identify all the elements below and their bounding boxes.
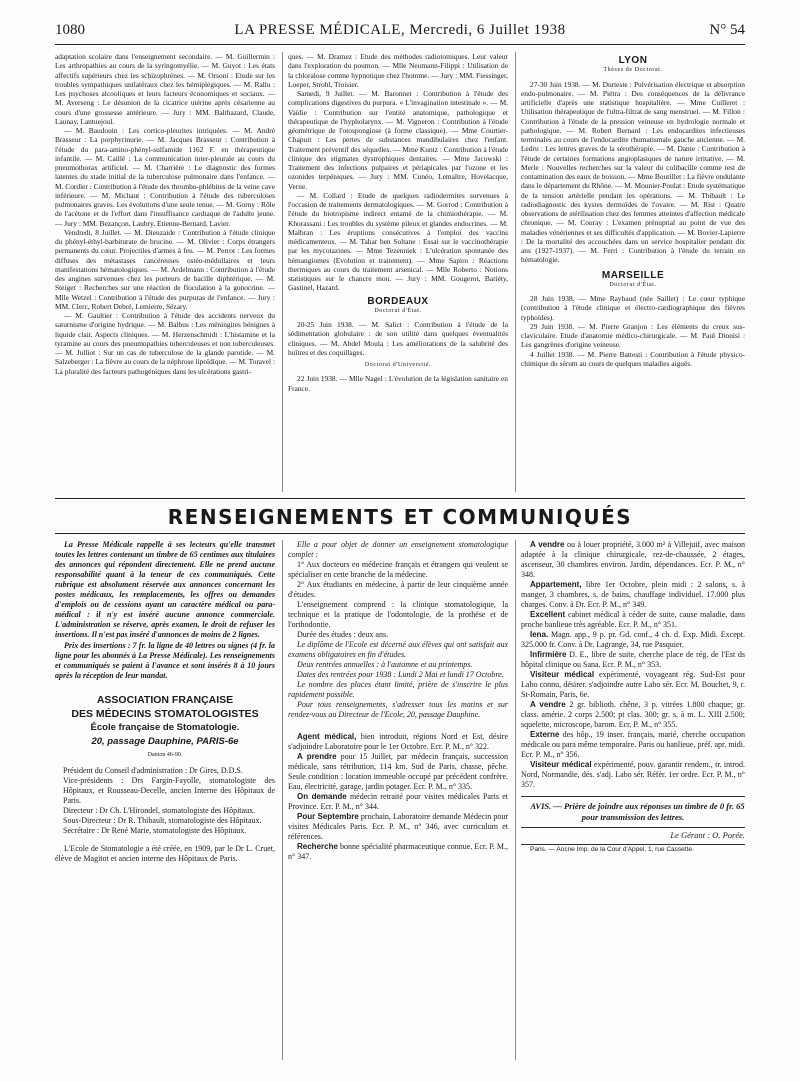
degree-subheading: Doctorat d'Université. [364, 362, 432, 368]
school-info: 2° Aux étudiants en médecine, à partir de leur cinquième année d'études. [288, 580, 508, 599]
header-rule [55, 44, 745, 45]
gerant-signature: Le Gérant : O. Porée. [670, 830, 745, 840]
officer-entry: Vice-présidents : Drs Fargin-Fayolle, stomatologiste des Hôpitaux, et Rousseau-Decelle, ancien Interne des Hôpitaux de Paris. [63, 776, 275, 805]
classified-ad: A prendre pour 15 Juillet, par médecin français, succession médicale, sans rétribution, 114 km. Sud de Paris, chasse, pêche. Seule condition : location immeuble occupé par précédent confrère. Eau, électricité, garage, jardin potager. Ecr. P. M., n° 335. [288, 752, 508, 791]
thesis-paragraph: 29 Juin 1938. — M. Pierre Granjon : Les éléments du creux sus-claviculaire. Etude d'anatomie médico-chirurgicale. — M. Paul Dionisi : Les gangrènes d'origine veineuse. [521, 321, 745, 350]
classified-ad: Excellent cabinet médical à céder de suite, cause maladie, dans proche banlieue très agréable. Ecr. P. M., n° 351. [521, 610, 745, 629]
school-history: L'Ecole de Stomatologie a été créée, en 1909, par le Dr L. Cruet, élève de Magitot et ancien interne des Hôpitaux de Paris. [55, 844, 275, 863]
theses-column-2 [288, 52, 508, 492]
officer-entry: Directeur : Dr Ch. L'Hirondel, stomatologiste des Hôpitaux. [63, 806, 256, 815]
city-heading-marseille: MARSEILLE [601, 269, 665, 281]
classified-ad: Infirmière D. E., libre de suite, cherche place de rég. de l'Est ds hôpital clinique ou Sana. Ecr. P. M., n° 353. [521, 650, 745, 669]
school-address: 20, passage Dauphine, PARIS-6e [91, 736, 239, 747]
thesis-paragraph: Samedi, 9 Juillet. — M. Baronnet : Contribution à l'étude des complications digestives du purpura. « L'invagination intestinale ». — M. Vaïdie : Contribution sur l'entité anatomique, pathologique et thérapeutique de l'hypholarynx. — M. Vigneron : Contribution à l'étude géométrique de l'otospongiose (à forme classique). — Mme Courtier-Chapuit : Les pertes de substances mandibulaires chez l'enfant. Traitement préventif des séquelles. — Mme Kuntz : Contribution à l'étude clinique des stigmates dystrophiques dentaires. — Mme Jacowski : Traitement des infections pulpaires et périapicales par l'ozone et les ozonides terpéniques. — Jury : MM. Cunéo, Lemaître, Hovelacque, Verne. [288, 89, 508, 191]
classified-ad: On demande médecin retraité pour visites médicales Paris et Province. Ecr. P. M., n° 344. [288, 792, 508, 811]
thesis-paragraph: 22 Juin 1938. — Mlle Nagel : L'évolution de la législation sanitaire en France. [288, 374, 508, 393]
notice-column [55, 540, 275, 1070]
classified-ad: Recherche bonne spécialité pharmaceutique connue. Ecr. P. M., n° 347. [288, 842, 508, 861]
classified-ad: Pour Septembre prochain, Laboratoire demande Médecin pour visites Médicales Paris. Ecr. P. M., n° 346, avec curriculum et références. [288, 812, 508, 841]
officer-entry: Secrétaire : Dr René Marie, stomatologiste des Hôpitaux. [63, 826, 247, 835]
page-header [55, 22, 745, 42]
school-info: 1° Aux docteurs en médecine français et étrangers qui veulent se spécialiser en cette branche de la médecine. [288, 560, 508, 579]
school-info: Deux rentrées annuelles : à l'automne et au printemps. [297, 660, 473, 669]
classified-ad: A vendre 2 gr. biblioth. chêne, 3 p. vitrées 1.800 chaque; gr. class. amérie. 2 corps 2.500; pt clas. 300; gr. s. à m. L. XIII 2.500; squelette, microscope, barom. Ecr. P. M., n° 355. [521, 700, 745, 729]
school-name: École française de Stomatologie. [90, 722, 240, 733]
thesis-paragraph: 4 Juillet 1938. — M. Pierre Battesti : Contribution à l'étude physico-chimique du sérum au cours de quelques maladies aiguës. [521, 349, 745, 368]
thesis-paragraph: 20-25 Juin 1938. — M. Salict : Contribution à l'étude de la sédimentation globulaire : de son utilité dans quelques éventualités cliniques. — M. Abdel Moula : Les améliorations de la salubrité des huîtres et des coquillages. [288, 320, 508, 357]
classified-ad: Agent médical, bien introduit, régions Nord et Est, désire s'adjoindre Laboratoire pour le 1er Octobre. Ecr. P. M., n° 322. [288, 732, 508, 751]
classified-ad: Visiteur médical expérimenté, pouv. garantir rendem., tr. introd. Nord, Normandie, dés. s'adj. Labo sér. Référ. 1er ordre. Ecr. P. M., n° 357. [521, 760, 745, 789]
school-and-ads-column [288, 540, 508, 1070]
classified-ad: Iena. Magn. app., 9 p. pr. Gd. conf., 4 ch. d. Exp. Midi. Except. 325.000 fr. Conv. à Dr. Lagrange, 34, rue Pasquier. [521, 630, 745, 649]
school-info: Pour tous renseignements, s'adresser tous les matins et sur rendez-vous au Directeur de l'Ecole, 20, passage Dauphine. [288, 700, 508, 719]
city-heading-bordeaux: BORDEAUX [367, 295, 429, 307]
column-divider [515, 540, 516, 1060]
classified-ad: Externe des hôp., 19 inser. français, marié, cherche occupation médicale ou para même temporaire. Paris ou banlieue, préf. apr. midi. Ecr. P. M., n° 356. [521, 730, 745, 759]
avis-rule [521, 796, 745, 797]
section-banner: RENSEIGNEMENTS ET COMMUNIQUÉS [167, 505, 633, 529]
officer-entry: Président du Conseil d'administration : Dr Gires, D.D.S. [63, 766, 243, 775]
thesis-paragraph: — M. Gaultier : Contribution à l'étude des accidents nerveux du saturnisme d'origine hydrique. — M. Balbus : Les méningites bénignes à liquide clair. Aspects cliniques. — M. Herzenschmidt : L'histamine et la tyramine au cours des pneumopathies tuberculeuses et non tuberculeuses. — M. Julliot : Sur un cas de tuberculose de la glande parotide. — M. Salzeberger : La fièvre au cours de la néphrose lipoïdique. — M. Toravel : La pluralité des facteurs pathogéniques dans les ulcérations gastri- [55, 311, 275, 376]
school-info: Dates des rentrées pour 1938 : Lundi 2 Mai et lundi 17 Octobre. [297, 670, 504, 679]
notice-paragraph: La Presse Médicale rappelle à ses lecteurs qu'elle transmet toutes les lettres contenant un timbre de 65 centimes aux titulaires des annonces qui répondent directement. Elle ne prend aucune responsabilité quant à la teneur de ces communiqués. Cette rubrique est absolument réservée aux annonces concernant les postes médicaux, les remplacements, les offres ou demandes d'emplois ou de cessions ayant un caractère médical ou para-médical : il n'y est inséré aucune annonce commerciale. L'administration se réserve, après examen, le droit de refuser les insertions. Il n'est pas inséré d'annonces de moins de 2 lignes. [55, 540, 275, 639]
association-name: DES MÉDECINS STOMATOLOGISTES [71, 708, 259, 720]
pricing-paragraph: Prix des insertions : 7 fr. la ligne de 40 lettres ou signes (4 fr. la ligne pour les abonnés à La Presse Médicale). Les renseignements et communiqués se paient à l'avance et sont insérés 8 à 10 jours après la réception de leur mandat. [55, 641, 275, 680]
thesis-paragraph: 28 Juin 1938. — Mme Raybaud (née Saillet) : Le cœur typhique (contribution à l'étude clinique et électro-cardiographique des fièvres typhoïdes). [521, 294, 745, 322]
page-number: 1080 [55, 22, 85, 38]
school-info: Durée des études : deux ans. [297, 630, 389, 639]
classified-ads-column [521, 540, 745, 1070]
school-info: Elle a pour objet de donner un enseignement stomatologique complet : [288, 540, 508, 559]
section-rule [55, 498, 745, 499]
column-divider [282, 540, 283, 1060]
printer-line: Paris. — Ancne Imp. de la Cour d'Appel, 1, rue Cassette. [530, 846, 694, 853]
column-divider [282, 52, 283, 492]
thesis-paragraph: 27-30 Juin 1938. — M. Durteste : Pulvérisation électrique et absorption endo-pulmonaire. — M. Piétra : Des conséquences de la délivrance artificielle d'après une statistique hospitalière. — Mme Cuilleret : Utilisation thérapeutique de l'ultra-filtrat de sang menstruel. — M. Fillon : Contribution à l'étude de la pression veineuse en hydrologie normale et pathologique. — M. Robert Bernard : Les endocardites infectieuses terminales au cours de l'endocardite rhumatismale gauche ancienne. — M. Ledru : Les lettres graves de la sérothérapie. — M. Danie : Contribution à l'étude de certaines formations angioplasiques de nature irritative. — M. Merle : Nouvelles recherches sur la valeur du colibacille comme test de contamination des eaux de boisson. — Mme Bourillet : La fièvre ondulante dans le département du Rhône. — M. Mounier-Poulat : Etude systématique de la tension artérielle pendant les opérations. — M. Thibault : Le radiodiagnostic des kystes dermoïdes de l'ovaire. — M. Rist : Quatre observations de stérilisation chez des femmes atteintes d'affection médicale chronique. — M. Couray : L'examen prénuptial au point de vue des maladies vénériennes et ses difficultés d'application. — M. Bovier-Lapierre : De la mortalité des accouchées dans un service hospitalier pendant dix ans (1927-1937). — M. Ferri : Contribution à l'étude du terrain en hématologie. [521, 79, 745, 265]
school-info: Le nombre des places étant limité, prière de s'inscrire le plus rapidement possible. [288, 680, 508, 699]
degree-subheading: Doctorat d'État. [374, 307, 422, 314]
section-rule [55, 533, 745, 534]
issue-number: N° 54 [709, 22, 745, 38]
journal-title: LA PRESSE MÉDICALE, Mercredi, 6 Juillet 1938 [234, 22, 566, 38]
classified-ad: Appartement, libre 1er Octobre, plein midi : 2 salons, s. à manger, 3 chambres, s. de bains, chauffage individuel. 17.000 plus charges. Conv. à Dr. Ecr. P. M., n° 349. [521, 580, 745, 609]
association-name: ASSOCIATION FRANÇAISE [96, 694, 234, 706]
classified-ad: A vendre ou à louer propriété, 3.000 m² à Villejuif, avec maison adaptée à la clinique chirurgicale, rez-de-chaussée, 2 étages, ascenseur, 30 chambres environ. Jardin, dépendances. Ecr. P. M., n° 348. [521, 540, 745, 579]
column-divider [515, 52, 516, 492]
degree-subheading: Doctorat d'État. [609, 281, 657, 288]
avis-notice: AVIS. — Prière de joindre aux réponses un timbre de 0 fr. 65 pour transmission des lettres. [530, 801, 745, 822]
city-heading-lyon: LYON [618, 55, 648, 66]
thesis-paragraph: Vendredi, 8 Juillet. — M. Dieuzaide : Contribution à l'étude clinique du phényl-éthyl-barbiturate de brucine. — M. Olivier : Corps étrangers permanents du cœur. Projectiles d'armes à feu. — M. Perrot : Les formes diffuses des métastases cancéreuses ostéo-médullaires et leurs manifestations hématologiques. — M. Ardelmann : Contribution à l'étude des angines survenues chez les porteurs de bacille diphtérique. — M. Steiger : Recherches sur une réaction de floculation à la gonocrine. — Mlle Wetzel : Contribution à l'étude des purpuras de l'enfance. — Jury : MM. Clerc, Robert Debré, Lemierre, Sézary. [55, 227, 275, 311]
avis-rule [521, 827, 745, 828]
officer-entry: Sous-Directeur : Dr R. Thibault, stomatologiste des Hôpitaux. [63, 816, 262, 825]
thesis-paragraph: adaptation scolaire dans l'enseignement secondaire. — M. Guillermin : Les arthropathies au cours de la syringomyélie. — M. Guyot : Les états affectifs supérieurs chez les schizophrènes. — M. Orsoni : Etude sur les troubles sympathiques unilatéraux chez les hémiplégiques. — M. Rallu : Les psychoses alcooliques et leurs facteurs économiques et sociaux. — M. Averseng : Le désunion de la cicatrice utérine après césarienne au cours d'une grossesse antérieure. — Jury : MM. Balthazard, Claude, Launay, Lantuejoul. [55, 52, 275, 126]
thesis-paragraph: — M. Baudouin : Les cortico-pleurites intriquées. — M. André Brasseur : La porphyrinurie. — M. Jacques Brasseur : Contribution à l'étude du para-amino-phényl-sulfamide 1162 F. en thérapeutique infantile. — M. Caillé : La communication inter-pleurale au cours du pneumothorax artificiel. — M. Charrière : Le diagnostic des formes latentes du stade initial de la tuberculose pulmonaire dans l'enfance. — M. Cordier : Contribution à l'étude des thrombo-phlébites de la veine cave inférieure. — M. Michaut : Contribution à l'étude des tuberculoses pulmonaires graves. Les évolutions d'une seule tenue. — M. Gorny : Rôle de l'acétone et de l'effort dans l'insuffisance cardiaque de l'adulte jeune. — Jury : MM. Bezançon, Laubry, Etienne-Bernard, Lavier. [55, 126, 275, 228]
school-phone: Danton 46-90. [147, 752, 183, 758]
thesis-paragraph: — M. Collard : Etude de quelques radiodermites survenues à l'occasion de traitements dermatologiques. — M. Gorrod : Contribution à l'étude du biotropisme indirect entamé de la chimiothérapie. — M. Khorassani : Les troubles du système pileux et glandes endocrines. — M. Malbran : Les éruptions consécutives à l'emploi des vaccins médicamenteux. — M. Tahar ben Soltane : Essai sur le vaccinothérapie par les mycotazines. — Mme Tezenniek : L'ulcération spontanée des hémangiomes (Evolution et traitement). — Mme Sapiro : Réactions thermiques au cours du traitement arsenical. — Mlle Roberto : Notions statistiques sur le chancre mou. — Jury : MM. Gougerot, Bariéty, Gastinel, Hazard. [288, 190, 508, 293]
theses-column-1 [55, 52, 275, 492]
theses-column-3 [521, 52, 745, 492]
thesis-paragraph: ques. — M. Dramez : Etude des méthodes radiotomiques. Leur valeur dans l'exploration du poumon. — Mlle Neumann-Filippi : Utilisation de la chloralose comme hypnotique chez l'homme. — Jury : MM. Fiessinger, Loeper, Strohl, Troisier. [288, 52, 508, 89]
school-info: L'enseignement comprend : la clinique stomatologique, la technique et la pratique de l'odontologie, de la prothèse et de l'orthodontie. [288, 600, 508, 629]
school-info: Le diplôme de l'Ecole est décerné aux élèves qui ont satisfait aux examens obligatoires en fin d'études. [288, 640, 508, 659]
classified-ad: Visiteur médical expérimenté, voyageant rég. Sud-Est pour Labo connu, désirer. s'adjoindre autre Labo sér. Ecr. M. Bouchet, 9, r. St-Romain, Paris, 6e. [521, 670, 745, 699]
degree-subheading: Thèses de Doctorat. [603, 67, 663, 74]
